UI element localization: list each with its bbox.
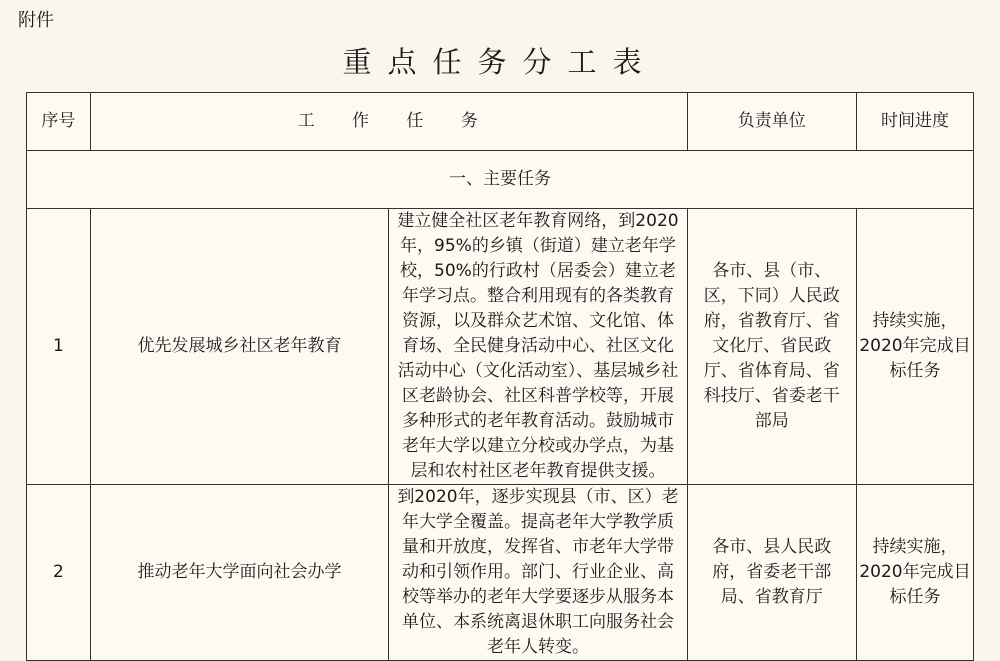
row-task-description: 到2020年，逐步实现县（市、区）老年大学全覆盖。提高老年大学教学质量和开放度，发挥省、市老年大学带动和引领作用。部门、行业企业、高校等举办的老年大学要逐步从服务本单位、本系统离退休职工向服务社会老年人转变。 — [389, 485, 687, 661]
row-number: 1 — [27, 209, 91, 485]
row-task-name-cell — [90, 485, 388, 661]
row-task-description: 建立健全社区老年教育网络，到2020年，95%的乡镇（街道）建立老年学校，50%的行政村（居委会）建立老年学习点。整合利用现有的各类教育资源，以及群众艺术馆、文化馆、体育场、全民健身活动中心、社区文化活动中心（文化活动室）、基层城乡社区老龄协会、社区科普学校等，开展多种形式的老年教育活动。鼓励城市老年大学以建立分校或办学点，为基层和农村社区老年教育提供支援。 — [389, 209, 687, 485]
page-title: 重点任务分工表 — [342, 45, 658, 79]
row-task-name-cell — [90, 209, 388, 485]
row-number: 2 — [27, 485, 91, 661]
section-title: 一、主要任务 — [27, 151, 974, 209]
row-schedule: 持续实施，2020年完成目标任务 — [856, 485, 973, 661]
header-schedule: 时间进度 — [856, 93, 973, 151]
row-responsible: 各市、县人民政府，省委老干部局、省教育厅 — [687, 485, 856, 661]
row-task-name: 优先发展城乡社区老年教育 — [137, 336, 342, 356]
table-header-row — [27, 93, 974, 151]
task-division-table — [26, 92, 974, 661]
row-schedule: 持续实施，2020年完成目标任务 — [856, 209, 973, 485]
header-responsible: 负责单位 — [687, 93, 856, 151]
attachment-label: 附件 — [18, 10, 54, 31]
section-row — [27, 151, 974, 209]
header-number: 序号 — [27, 93, 91, 151]
header-task: 工 作 任 务 — [90, 93, 687, 151]
row-responsible: 各市、县（市、区，下同）人民政府，省教育厅、省文化厅、省民政厅、省体育局、省科技厅、省委老干部局 — [687, 209, 856, 485]
row-task-name: 推动老年大学面向社会办学 — [137, 562, 342, 582]
table-row — [27, 209, 974, 485]
table-row — [27, 485, 974, 661]
